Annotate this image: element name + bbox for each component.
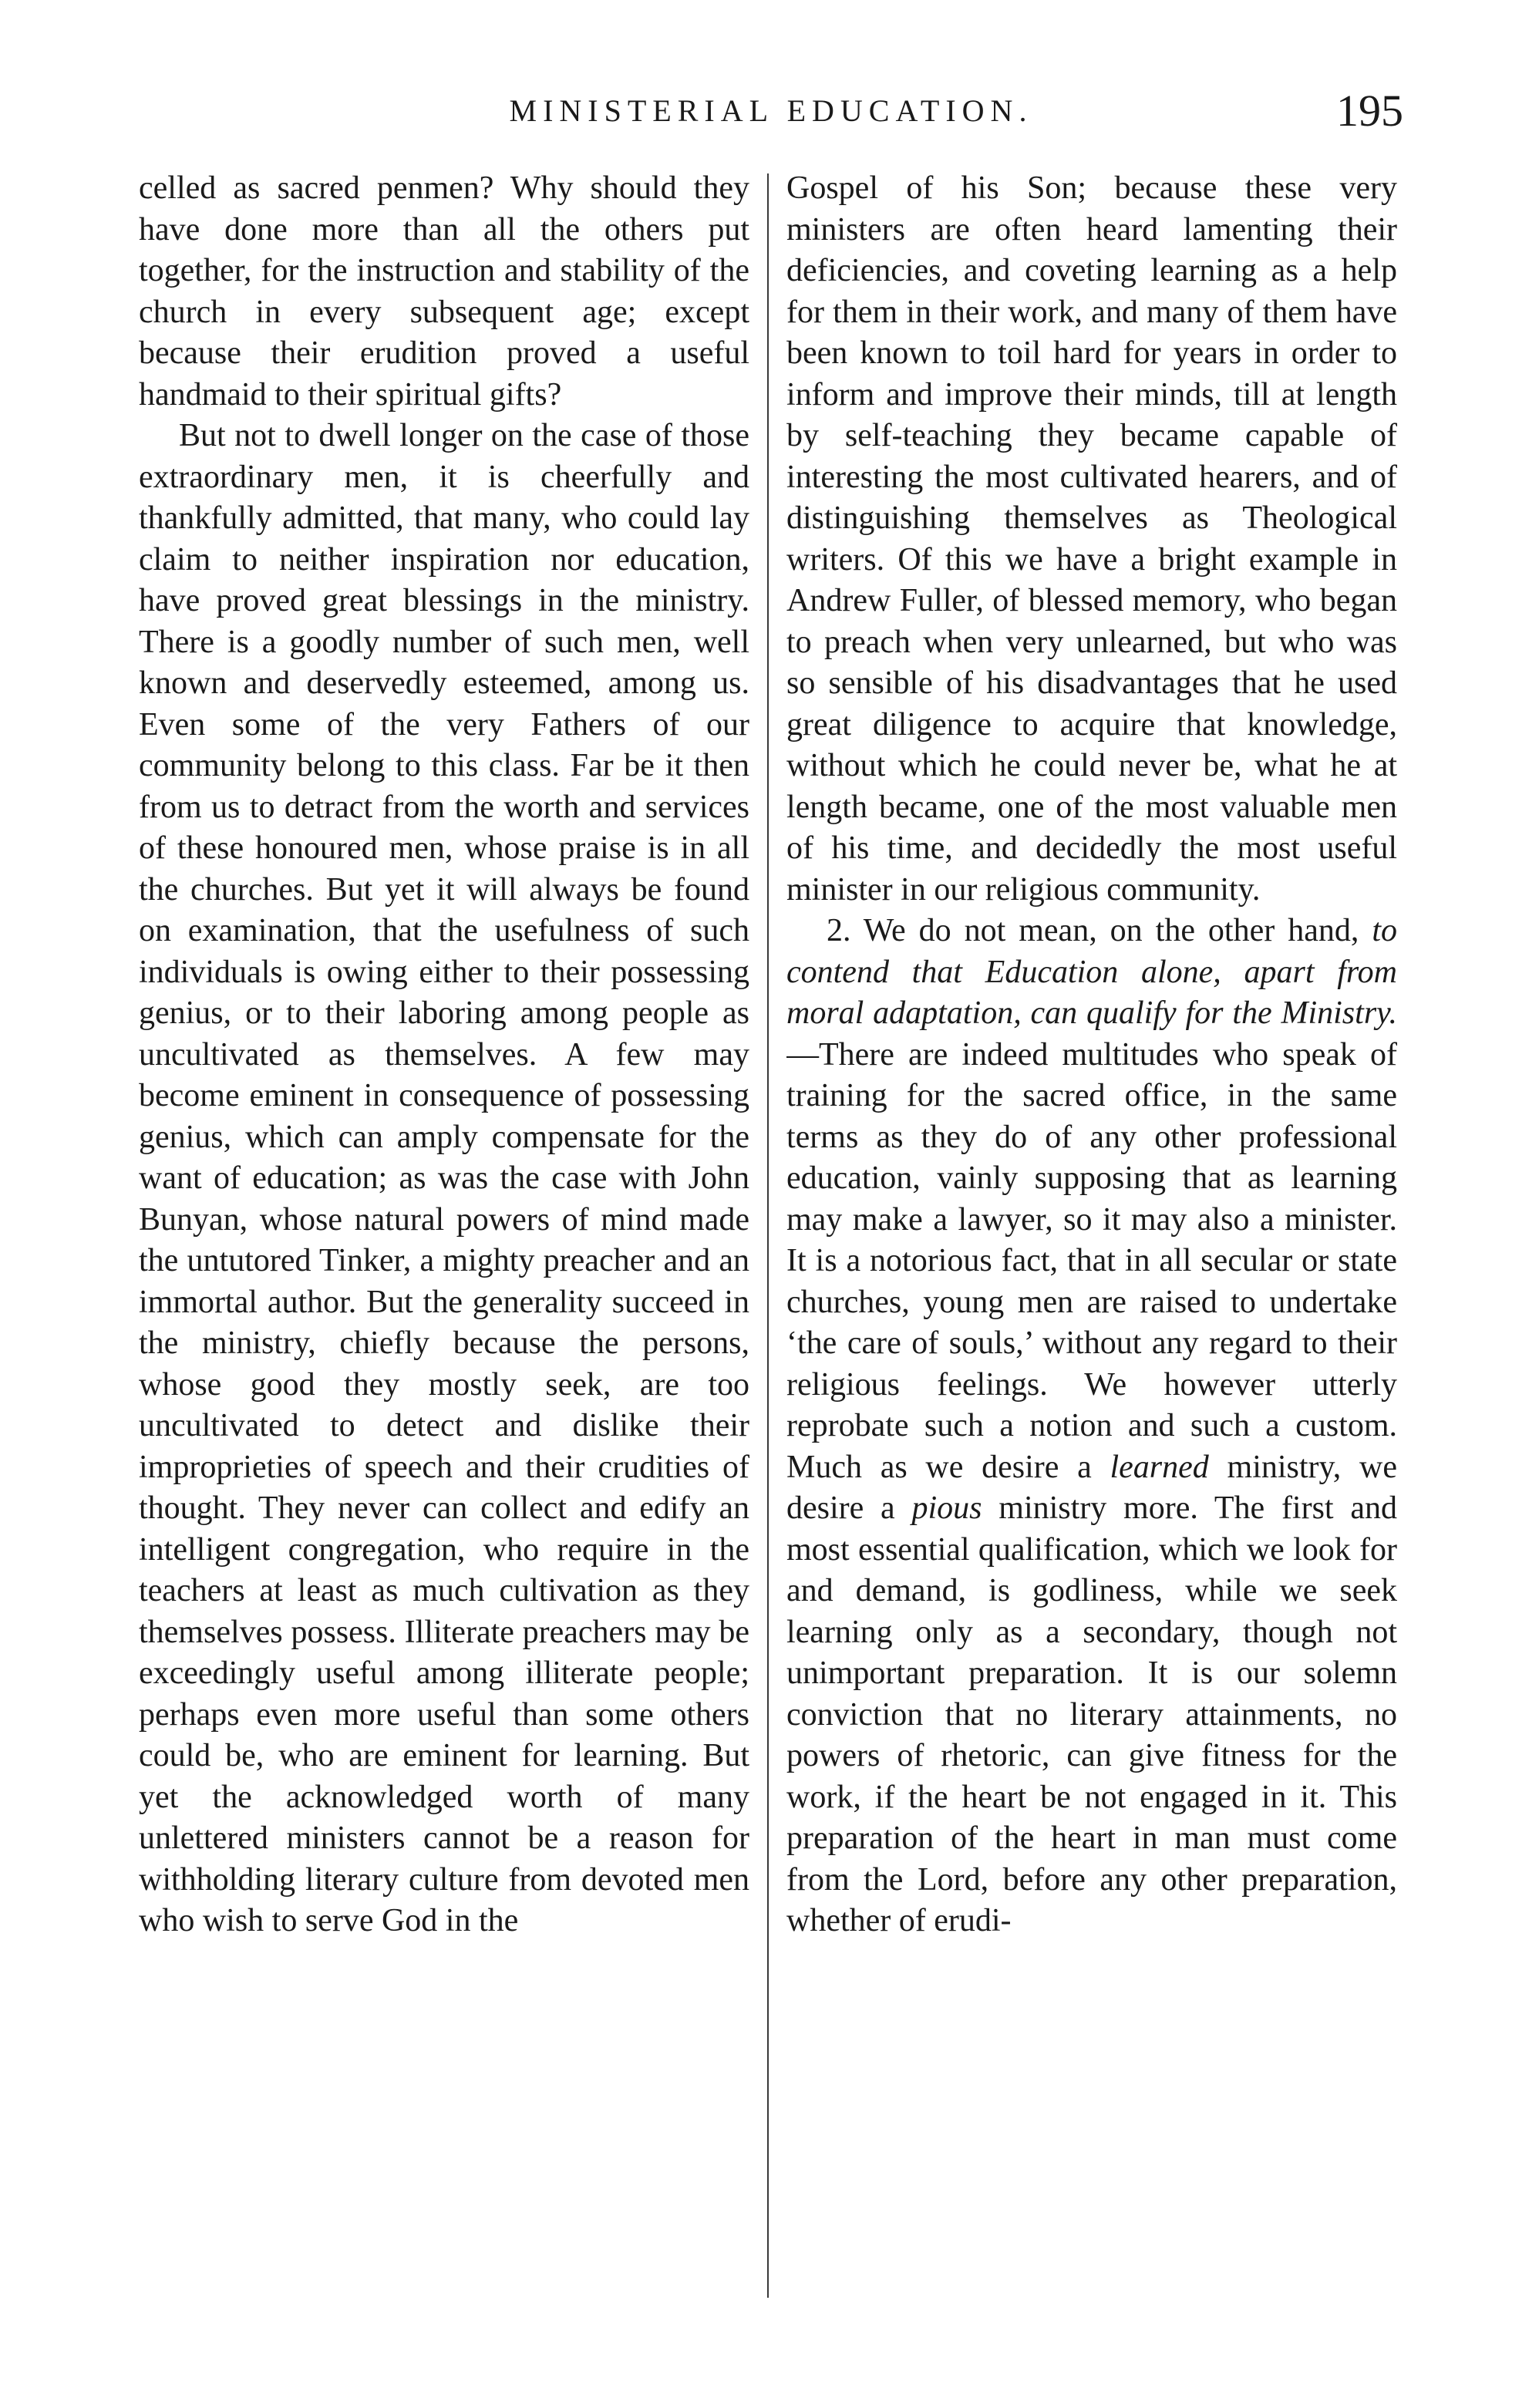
right-paragraph-1: Gospel of his Son; because these very ministers are often heard lamenting their deficiencies, and coveting learning as a help for them in their work, and many of them have been known to toil hard for years in order to inform and improve their minds, till at length by self-teaching they became capable of interesting the most cultivated hearers, and of distinguishing themselves as Theological writers. Of this we have a bright example in Andrew Fuller, of blessed memory, who began to preach when very unlearned, but who was so sensible of his disadvantages that he used great diligence to acquire that knowledge, without which he could never be, what he at length became, one of the most valuable men of his time, and decidedly the most useful minister in our religious community.	[786, 170, 1397, 908]
paragraph-2-text-b: ministry, we desire a	[786, 1449, 1397, 1526]
learned-emphasis: learned	[1110, 1449, 1209, 1485]
left-paragraph-2: But not to dwell longer on the case of those extraordinary men, it is cheerfully and thankfully admitted, that many, who could lay claim to neither inspiration nor education, have proved great blessings in the ministry. There is a goodly number of such men, well known and deservedly esteemed, among us. Even some of the very Fathers of our community belong to this class. Far be it then from us to detract from the worth and services of these honoured men, whose praise is in all the churches. But yet it will always be found on examination, that the usefulness of such individuals is owing either to their possessing genius, or to their laboring among people as uncultivated as themselves. A few may become eminent in consequence of possessing genius, which can amply compensate for the want of education; as was the case with John Bunyan, whose natural powers of mind made the untutored Tinker, a mighty preacher and an immortal author. But the generality succeed in the ministry, chiefly because the persons, whose good they mostly seek, are too uncultivated to detect and dislike their improprieties of speech and their crudities of thought. They never can collect and edify an intelligent congregation, who require in the teachers at least as much cultivation as they themselves possess. Illiterate preachers may be exceedingly useful among illiterate people; perhaps even more useful than some others could be, who are eminent for learning. But yet the acknowledged worth of many unlettered ministers cannot be a reason for withholding literary culture from devoted men who wish to serve God in the	[139, 418, 749, 1938]
paragraph-2-text-a: —There are indeed multitudes who speak of training for the sacred office, in the same terms as they do of any other professional education, vainly supposing that as learning may make a lawyer, so it may also a minister. It is a notorious fact, that in all secular or state churches, young men are raised to undertake ‘the care of souls,’ without any regard to their religious feelings. We however utterly reprobate such a notion and such a custom. Much as we desire a	[786, 1036, 1397, 1485]
right-paragraph-2	[786, 911, 1397, 1942]
running-head	[139, 85, 1403, 147]
paragraph-2-text-c: ministry more. The first and most essential qualification, which we look for and demand, is godliness, while we seek learning only as a secondary, though not unimportant preparation. It is our solemn conviction that no literary attainments, no powers of rhetoric, can give fitness for the work, if the heart be not engaged in it. This preparation of the heart in man must come from the Lord, before any other preparation, whether of erudi-	[786, 1490, 1397, 1938]
page-number: 195	[1336, 86, 1403, 136]
left-paragraph-1: celled as sacred penmen? Why should they have done more than all the others put together, for the instruction and stability of the church in every subsequent age; except because their erudition proved a useful handmaid to their spiritual gifts?	[139, 170, 749, 413]
left-column	[139, 168, 749, 2312]
pious-emphasis: pious	[911, 1490, 982, 1526]
paragraph-2-italic-thesis: to contend that Education alone, apart from moral adaptation, can qualify for the Ministry.	[786, 913, 1397, 1031]
paragraph-2-lead: 2. We do not mean, on the other hand,	[827, 913, 1359, 948]
right-column	[786, 168, 1397, 2312]
running-title: MINISTERIAL EDUCATION.	[509, 93, 1033, 128]
column-divider	[767, 173, 769, 2298]
